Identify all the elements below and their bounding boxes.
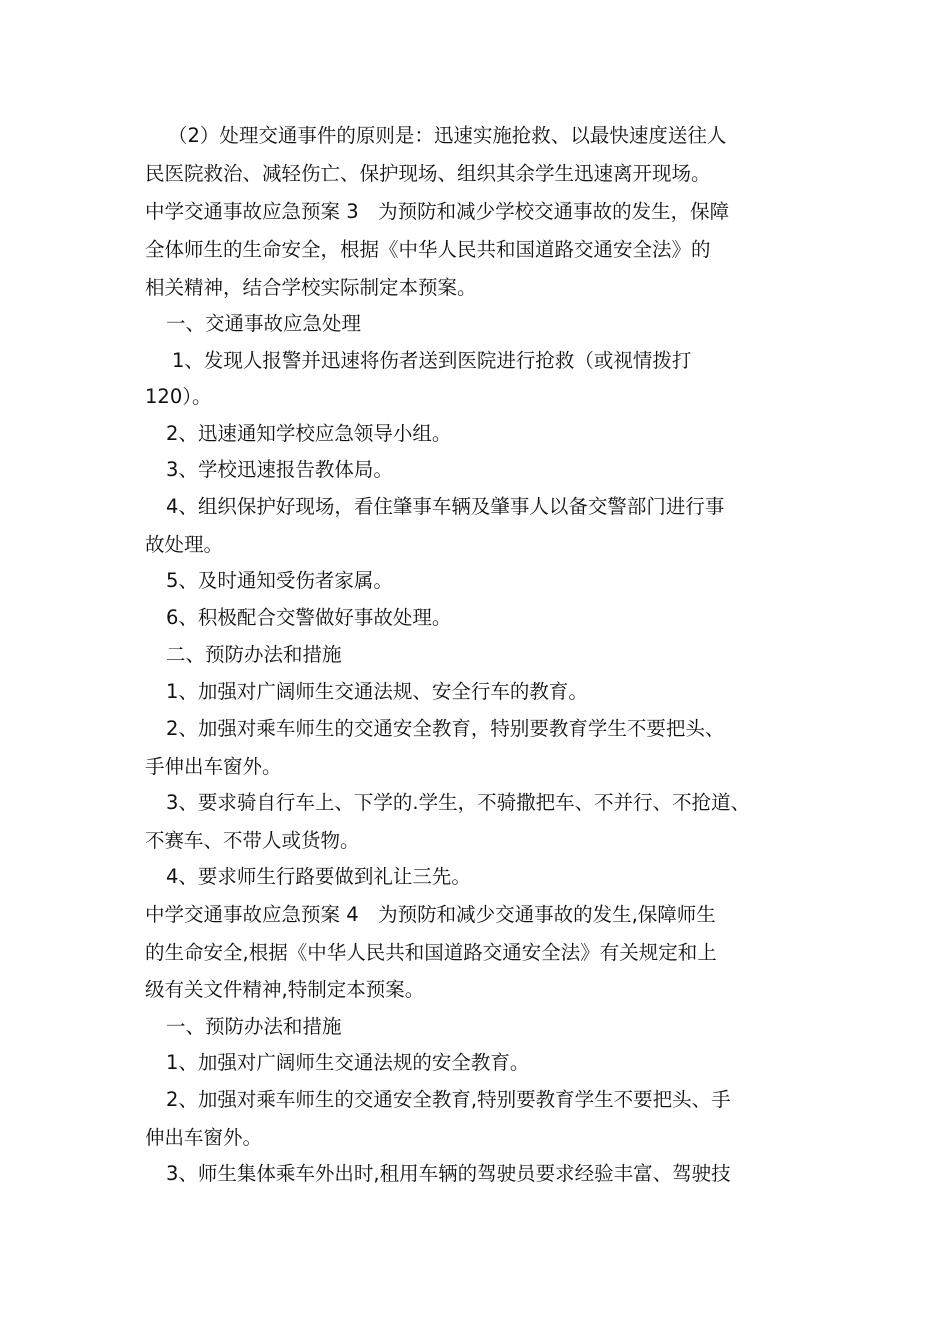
- list-item: 2、迅速通知学校应急领导小组。: [166, 422, 452, 445]
- list-item: 6、积极配合交警做好事故处理。: [166, 606, 452, 629]
- text-line: 不赛车、不带人或货物。: [145, 829, 360, 852]
- section-heading: 一、预防办法和措施: [166, 1015, 342, 1038]
- text-line: 的生命安全,根据《中华人民共和国道路交通安全法》有关规定和上: [145, 941, 717, 964]
- list-item: 2、加强对乘车师生的交通安全教育，特别要教育学生不要把头、: [166, 717, 725, 740]
- section-heading: 二、预防办法和措施: [166, 643, 342, 666]
- list-item: 3、师生集体乘车外出时,租用车辆的驾驶员要求经验丰富、驾驶技: [166, 1162, 731, 1185]
- list-item: 2、加强对乘车师生的交通安全教育,特别要教育学生不要把头、手: [166, 1088, 731, 1111]
- list-item: 1、加强对广阔师生交通法规、安全行车的教育。: [166, 680, 588, 703]
- list-item: 4、组织保护好现场，看住肇事车辆及肇事人以备交警部门进行事: [166, 495, 725, 518]
- text-line: 全体师生的生命安全，根据《中华人民共和国道路交通安全法》的: [145, 238, 711, 261]
- text-line: 伸出车窗外。: [145, 1126, 263, 1149]
- text-line: 相关精神，结合学校实际制定本预案。: [145, 276, 477, 299]
- list-item: 5、及时通知受伤者家属。: [166, 569, 393, 592]
- text-line: 120）。: [145, 385, 212, 408]
- list-item: 1、发现人报警并迅速将伤者送到医院进行抢救（或视情拨打: [172, 349, 692, 372]
- text-line: 民医院救治、减轻伤亡、保护现场、组织其余学生迅速离开现场。: [145, 162, 711, 185]
- section-heading: 一、交通事故应急处理: [166, 312, 362, 335]
- text-line: 故处理。: [145, 533, 224, 556]
- text-line: 中学交通事故应急预案 4 为预防和减少交通事故的发生,保障师生: [145, 903, 716, 926]
- list-item: 4、要求师生行路要做到礼让三先。: [166, 865, 471, 888]
- text-line: 中学交通事故应急预案 3 为预防和减少学校交通事故的发生，保障: [145, 200, 730, 223]
- list-item: 3、要求骑自行车上、下学的.学生，不骑撒把车、不并行、不抢道、: [166, 791, 751, 814]
- text-line: 手伸出车窗外。: [145, 755, 282, 778]
- list-item: 3、学校迅速报告教体局。: [166, 458, 393, 481]
- text-line: （2）处理交通事件的原则是：迅速实施抢救、以最快速度送往人: [168, 124, 727, 147]
- text-line: 级有关文件精神,特制定本预案。: [145, 978, 425, 1001]
- list-item: 1、加强对广阔师生交通法规的安全教育。: [166, 1051, 530, 1074]
